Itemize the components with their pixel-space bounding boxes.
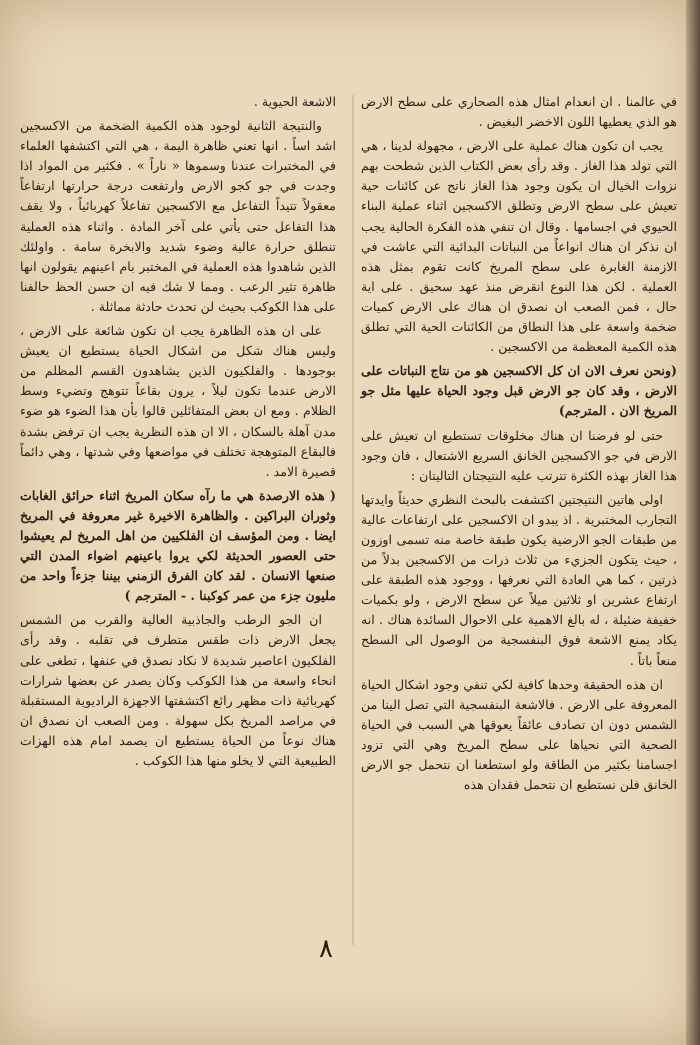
body-paragraph: ان الجو الرطب والجاذبية العالية والقرب من الشمس يجعل الارض ذات طقس متطرف في تقلبه . وقد رأى الفلكيون اعاصير شديدة لا نكاد نصدق في عنفها ، تطغى على انحاء واسعة من هذا الكوكب وكان يصدر عن بعضها شرارات كهربائية ذات مظهر رائع اكتشفتها الاجهزة الراديوية المستقبلة في مراصد المريخ بكل سهولة . ومن الصعب ان نصدق ان هناك نوعاً من الحياة يستطيع ان يصمد امام هذه الهزات الطبيعية التي لا يخلو منها هذا الكوكب . bbox=[20, 612, 336, 768]
body-paragraph: ان هذه الحقيقة وحدها كافية لكي تنفي وجود اشكال الحياة المعروفة على الارض . فالاشعة البنفسجية التي تصل الينا من الشمس دون ان تصادف عائقاً يعوقها هي السبب في الحياة الصحية التي نحياها على سطح المريخ وهي التي تزود اجسامنا بكثير من الطاقة ولو استطعنا ان نتحمل جو الارض الخانق فلن نستطيع ان نتحمل فقدان هذه bbox=[361, 676, 677, 793]
page-number: ٨ bbox=[319, 934, 333, 964]
center-fold bbox=[352, 95, 354, 945]
body-paragraph: والنتيجة الثانية لوجود هذه الكمية الضخمة من الاكسجين اشد اساً . انها تعني ظاهرة اليمة ، هي التي اكتشفها العلماء في المختبرات عندنا وسموها « ناراً » . فكثير من المواد اذا وجدت في جو كجو الارض وارتفعت درجة حرارتها ارتفاعاً معقولاً تتيداً التفاعل مع الاكسجين تفاعلاً كهربائياً ، ولا يقف هذا التفاعل حتى يأتي على آخر المادة . واثناء هذه العملية تنطلق حرارة عالية وضوء شديد والابخرة سامة . واولئك الذين شاهدوا هذه العملية في المختبر بام اعينهم يقولون انها ظاهرة تثير الرعب . ومما لا شك فيه ان حسن الحظ حالفنا على هذا الكوكب بحيث لن تحدث حادثة مماثلة . bbox=[20, 118, 336, 314]
left-text-column bbox=[20, 92, 336, 775]
body-paragraph: يجب ان تكون هناك عملية على الارض ، مجهولة لدينا ، هي التي تولد هذا الغاز . وقد رأى بعض الكتاب الذين شطحت بهم نزوات الخيال ان يكون وجود هذا الغاز ناتج عن كائنات حية تعيش على سطح الارض وتطلق الاكسجين اثناء عملية البناء الحيوي في اجسامها . وقال ان تنفي هذه الفكرة الحالية يجب ان نذكر ان هناك انواعاً من النباتات البدائية التي عاشت في الازمنة الغابرة على سطح المريخ كانت تقوم بمثل هذه العملية . لكن هذا النوع انقرض منذ عهد سحيق . على اية حال ، فمن الصعب ان نصدق ان هناك على الارض كميات ضخمة واسعة على هذا النطاق من الكائنات الحية التي تطلق هذه الكمية المعظمة من الاكسجين . bbox=[361, 138, 677, 355]
right-text-column bbox=[361, 92, 677, 799]
body-paragraph: اولى هاتين النتيجتين اكتشفت بالبحث النظري حديثاً وايدتها التجارب المختبرية . اذ يبدو ان الاكسجين على ارتفاعات عالية من طبقات الجو الارضية يكون طبقة خاصة منه تسمى اوزون ، حيث يتكون الجزيء من ثلاث ذرات من الاكسجين بدلاً من ذرتين ، كما هي العادة التي نعرفها ، ووجود هذه الطبقة على ارتفاع عشرين او ثلاثين ميلاً عن سطح الارض ، ولو بكميات خفيفة ضئيلة ، له بالغ الاهمية على الاحوال السائدة هناك . انه يكاد يمنع الاشعة فوق البنفسجية من الوصول الى السطح منعاً باتاً . bbox=[361, 491, 677, 668]
translator-note-paragraph: (ونحن نعرف الان ان كل الاكسجين هو من نتاج النباتات على الارض ، وقد كان جو الارض قبل وجود الحياة عليها مثل جو المريخ الان . المترجم) bbox=[361, 363, 677, 419]
translator-note-paragraph: ( هذه الارصدة هي ما رآه سكان المريخ اثناء حرائق الغابات وثوران البراكين . والظاهرة الاخيرة غير معروفة في المريخ ايضا . ومن المؤسف ان الفلكيين من اهل المريخ لم يعيشوا حتى العصور الحديثة لكي يروا باعينهم اضواء المدن التي صنعها الانسان . لقد كان الفرق الزمني بيننا جزءاً واحد من مليون جزء من عمر كوكبنا . - المترجم ) bbox=[20, 487, 336, 604]
page-edge-shadow bbox=[686, 0, 700, 1045]
body-paragraph: الاشعة الحيوية . bbox=[253, 94, 336, 109]
body-paragraph: في عالمنا . ان انعدام امثال هذه الصحاري على سطح الارض هو الذي يعطيها اللون الاخضر البغيض . bbox=[361, 94, 677, 130]
body-paragraph: على ان هذه الظاهرة يجب ان تكون شائعة على الارض ، وليس هناك شكل من اشكال الحياة يستطيع ان يعيش بوجودها . والفلكيون الذين يشاهدون القسم المظلم من الارض عندما تكون ليلاً ، يرون بقاعاً تتوهج وتضيء وسط الظلام . ومع ان بعض المتفائلين قالوا بأن هذا الضوء هو ضوء مدن آهلة بالسكان ، الا ان هذه النظرية يجب ان ترفض بشدة فالبقاع المتوهجة تختلف في مواضعها وفي شدتها ، وهي دائماً قصيرة الامد . bbox=[20, 323, 336, 479]
body-paragraph: حتى لو فرضنا ان هناك مخلوقات تستطيع ان تعيش على الارض في جو الاكسجين الخانق السريع الاشتعال ، فان وجود هذا الغاز بهذه الكثرة تترتب عليه النتيجتان التاليتان : bbox=[361, 427, 677, 483]
